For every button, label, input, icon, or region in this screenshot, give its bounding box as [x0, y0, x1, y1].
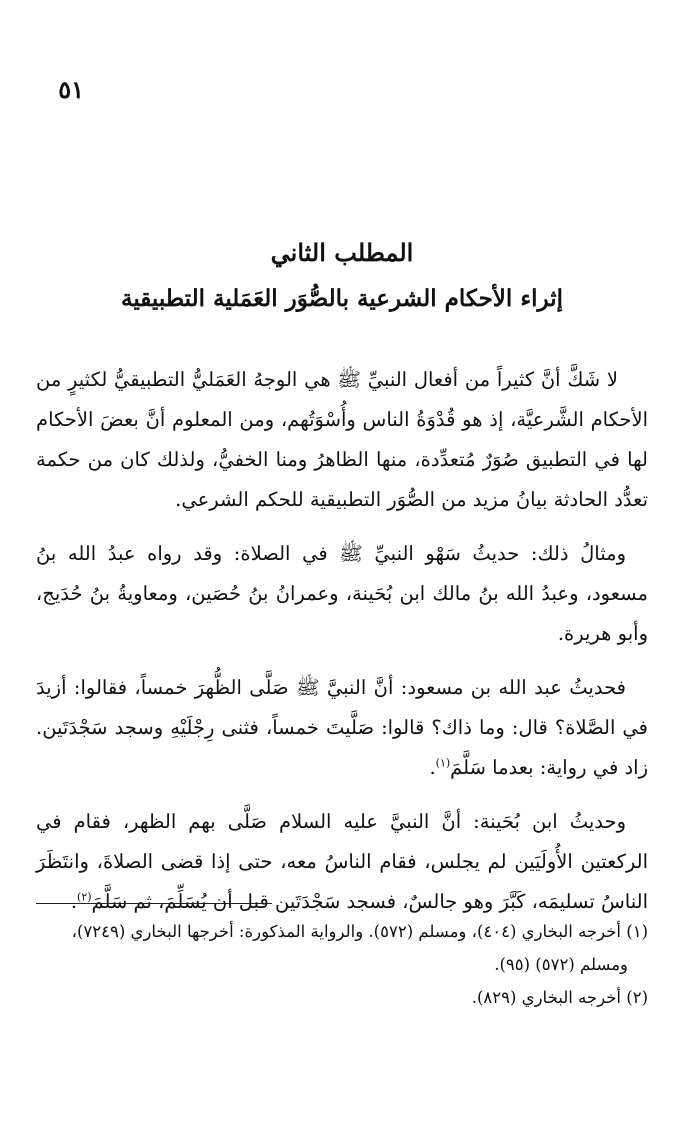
paragraph-1-text: لا شَكَّ أنَّ كثيراً من أفعال النبيِّ ﷺ هي الوجهُ العَمَليُّ التطبيقيُّ لكثيرٍ من الأحكام الشَّرعيَّة، إذ هو قُدْوَةُ الناس وأُسْوَتُهم، ومن المعلوم أنَّ بعضَ الأحكام لها في التطبيق صُوَرٌ مُتعدِّدة، منها الظاهرُ ومنا الخفيُّ، ولذلك كان من حكمة تعدُّد الحادثة بيانُ مزيد من الصُّوَر التطبيقية للحكم الشرعي. [36, 368, 648, 511]
footnote-2-line-1: (٢) أخرجه البخاري (٨٢٩). [471, 988, 648, 1007]
body-text [36, 360, 648, 936]
footnotes [36, 915, 648, 1014]
paragraph-3-text: فحديثُ عبد الله بن مسعود: أنَّ النبيَّ ﷺ صَلَّى الظُّهرَ خمساً، فقالوا: أزيدَ في الصَّلاة؟ قال: وما ذاك؟ قالوا: صَلَّيتَ خمساً، فثنى رِجْلَيْهِ وسجد سَجْدَتَين. زاد في رواية: بعدما سَلَّمَ [36, 676, 648, 779]
footnote-1 [36, 915, 648, 981]
paragraph-4 [36, 802, 648, 922]
section-title: المطلب الثاني [270, 238, 414, 267]
paragraph-3 [36, 668, 648, 788]
footnote-ref-1: (١) [435, 756, 451, 770]
paragraph-4-end: . [70, 890, 78, 913]
paragraph-2 [36, 534, 648, 654]
page-number: ٥١ [58, 75, 84, 104]
section-subtitle: إثراء الأحكام الشرعية بالصُّوَر العَمَلية التطبيقية [120, 285, 564, 312]
paragraph-1 [36, 360, 648, 520]
footnote-1-line-1: (١) أخرجه البخاري (٤٠٤)، ومسلم (٥٧٢). والرواية المذكورة: أخرجها البخاري (٧٢٤٩)، [71, 922, 648, 941]
footnote-2 [36, 981, 648, 1014]
footnote-divider [36, 903, 272, 904]
footnote-1-line-2: ومسلم (٥٧٢) (٩٥). [494, 955, 628, 974]
footnote-ref-2: (٢) [77, 890, 92, 904]
paragraph-3-end: . [429, 756, 436, 779]
paragraph-2-text: ومثالُ ذلك: حديثُ سَهْو النبيِّ ﷺ في الصلاة: وقد رواه عبدُ الله بنُ مسعود، وعبدُ الله بنُ مالك ابن بُحَينة، وعمرانُ بنُ حُصَين، ومعاويةُ بنُ حُدَيج، وأبو هريرة. [36, 542, 648, 645]
paragraph-4-text: وحديثُ ابن بُحَينة: أنَّ النبيَّ عليه السلام صَلَّى بهم الظهر، فقام في الركعتين الأُولَيَين لم يجلس، فقام الناسُ معه، حتى إذا قضى الصلاةَ، وانتَظَرَ الناسُ تسليمَه، كَبَّرَ وهو جالسٌ، فسجد سَجْدَتَين قبل أن يُسَلِّمَ، ثم سَلَّمَ [36, 810, 648, 913]
